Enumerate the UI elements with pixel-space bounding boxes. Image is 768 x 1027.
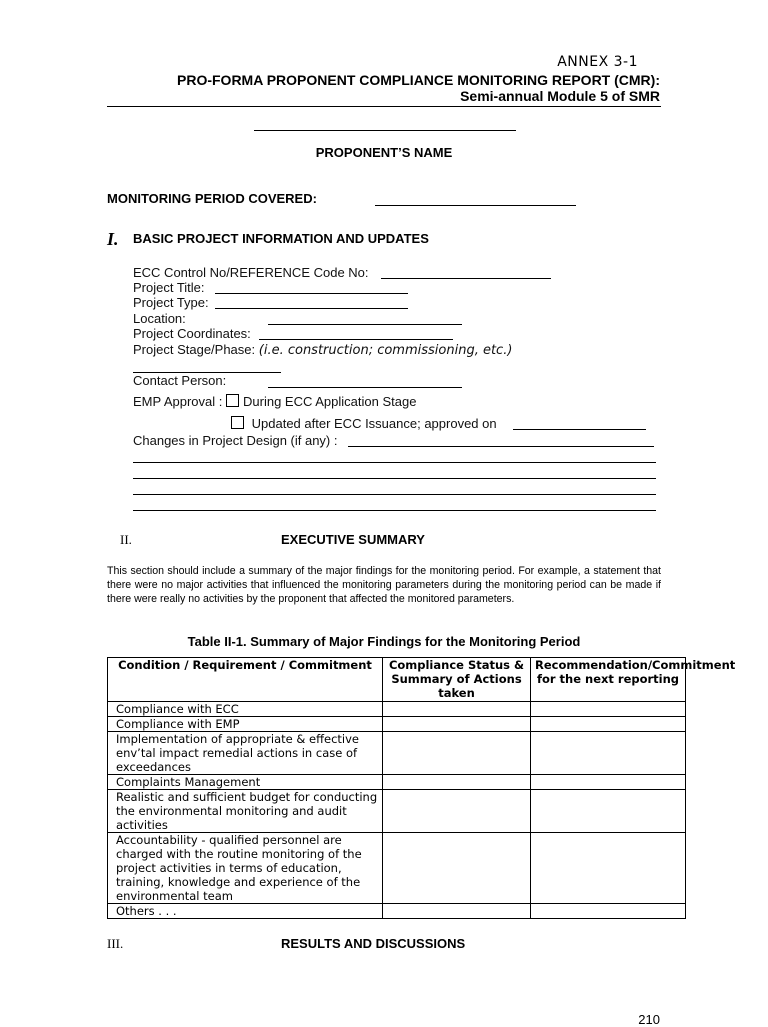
findings-table [107, 657, 736, 919]
section-3-numeral: III. [107, 936, 124, 951]
compliance-cell[interactable] [383, 833, 531, 904]
table-row [108, 775, 686, 790]
compliance-cell[interactable] [383, 732, 531, 775]
condition-cell: Accountability - qualified personnel are charged with the routine monitoring of the project activities in terms of education, training, knowledge and experience of the environmental team [108, 833, 383, 904]
ecc-control-label: ECC Control No/REFERENCE Code No: [133, 265, 369, 280]
table-row [108, 833, 686, 904]
location-label: Location: [133, 311, 186, 326]
compliance-cell[interactable] [383, 790, 531, 833]
project-stage-label-text: Project Stage/Phase: [133, 342, 256, 357]
project-title-field[interactable] [215, 293, 408, 294]
project-type-label: Project Type: [133, 295, 209, 310]
project-stage-label [133, 342, 512, 358]
report-subtitle: Semi-annual Module 5 of SMR [460, 88, 660, 104]
monitoring-period-field[interactable] [375, 205, 576, 206]
ecc-control-field[interactable] [381, 278, 551, 279]
condition-cell: Compliance with EMP [108, 717, 383, 732]
emp-approval-label: EMP Approval : [133, 394, 223, 409]
coordinates-label: Project Coordinates: [133, 326, 251, 341]
section-2-title: EXECUTIVE SUMMARY [281, 532, 425, 547]
table-row [108, 904, 686, 919]
condition-cell: Compliance with ECC [108, 702, 383, 717]
column-header-compliance: Compliance Status & Summary of Actions taken [383, 658, 531, 702]
report-title: PRO-FORMA PROPONENT COMPLIANCE MONITORING REPORT (CMR): [177, 72, 660, 88]
design-changes-line[interactable] [133, 478, 656, 479]
executive-summary-text: This section should include a summary of the major findings for the monitoring period. For example, a statement that there were no major activities that influenced the monitoring parameters during the monitoring period can be made if there were really no activities by the proponent that affected the monitored parameters. [107, 565, 661, 605]
recommendation-cell[interactable] [531, 904, 686, 919]
page-number: 210 [638, 1012, 660, 1027]
compliance-cell[interactable] [383, 904, 531, 919]
annex-number: ANNEX 3-1 [557, 54, 638, 70]
proponent-name-field[interactable] [254, 130, 516, 131]
condition-cell: Others . . . [108, 904, 383, 919]
design-changes-line[interactable] [133, 494, 656, 495]
monitoring-period-label: MONITORING PERIOD COVERED: [107, 191, 317, 206]
condition-cell: Realistic and sufficient budget for conducting the environmental monitoring and audit activities [108, 790, 383, 833]
recommendation-cell[interactable] [531, 717, 686, 732]
project-stage-hint: (i.e. construction; commissioning, etc.) [258, 343, 513, 358]
design-changes-label: Changes in Project Design (if any) : [133, 433, 338, 448]
header-divider [107, 106, 661, 107]
recommendation-cell[interactable] [531, 775, 686, 790]
emp-during-checkbox[interactable] [226, 394, 239, 407]
emp-updated-checkbox[interactable] [231, 416, 244, 429]
coordinates-field[interactable] [259, 339, 453, 340]
recommendation-cell[interactable] [531, 732, 686, 775]
compliance-cell[interactable] [383, 717, 531, 732]
contact-person-label: Contact Person: [133, 373, 227, 388]
contact-person-field[interactable] [268, 387, 462, 388]
section-2-numeral: II. [120, 532, 132, 547]
design-changes-field[interactable] [348, 446, 654, 447]
design-changes-line[interactable] [133, 462, 656, 463]
proponent-name-label: PROPONENT’S NAME [315, 145, 453, 160]
compliance-cell[interactable] [383, 775, 531, 790]
project-title-label: Project Title: [133, 280, 205, 295]
project-type-field[interactable] [215, 308, 408, 309]
emp-updated-row [231, 416, 497, 431]
table-row [108, 702, 686, 717]
design-changes-line[interactable] [133, 510, 656, 511]
emp-updated-label: Updated after ECC Issuance; approved on [251, 416, 497, 431]
location-field[interactable] [268, 324, 462, 325]
condition-cell: Implementation of appropriate & effective env’tal impact remedial actions in case of exceedances [108, 732, 383, 775]
compliance-cell[interactable] [383, 702, 531, 717]
table-row [108, 717, 686, 732]
table-row [108, 732, 686, 775]
recommendation-cell[interactable] [531, 702, 686, 717]
table-row [108, 790, 686, 833]
emp-approved-date-field[interactable] [513, 429, 646, 430]
emp-during-label: During ECC Application Stage [243, 394, 417, 409]
section-3-title: RESULTS AND DISCUSSIONS [281, 936, 466, 951]
recommendation-cell[interactable] [531, 790, 686, 833]
column-header-condition: Condition / Requirement / Commitment [108, 658, 383, 702]
condition-cell: Complaints Management [108, 775, 383, 790]
emp-approval-row [133, 394, 416, 409]
column-header-recommendation: Recommendation/Commitment for the next reporting [531, 658, 686, 702]
section-1-numeral: I. [107, 229, 119, 249]
section-1-title: BASIC PROJECT INFORMATION AND UPDATES [133, 231, 429, 246]
table-caption: Table II-1. Summary of Major Findings for the Monitoring Period [187, 634, 581, 649]
recommendation-cell[interactable] [531, 833, 686, 904]
